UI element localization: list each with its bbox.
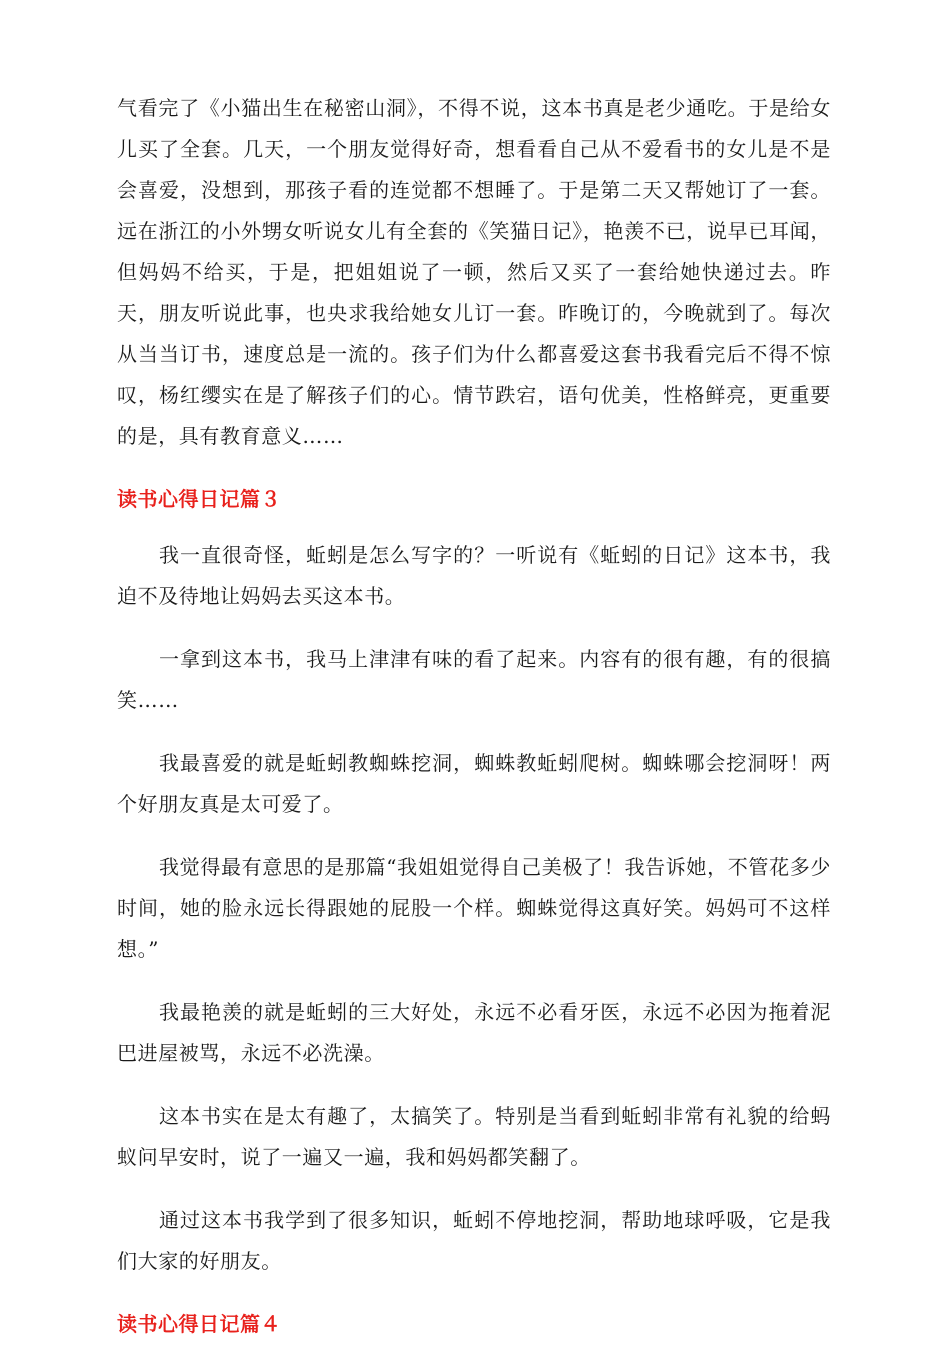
section-3-paragraph-3: 我最喜爱的就是蚯蚓教蜘蛛挖洞，蜘蛛教蚯蚓爬树。蜘蛛哪会挖洞呀！两个好朋友真是太可爱了。	[117, 751, 831, 816]
section-3-heading: 读书心得日记篇３	[117, 487, 281, 511]
section-3-paragraph-1: 我一直很奇怪，蚯蚓是怎么写字的？一听说有《蚯蚓的日记》这本书，我迫不及待地让妈妈去买这本书。	[117, 543, 831, 608]
section-4-heading: 读书心得日记篇４	[117, 1312, 281, 1336]
section-3-paragraph-4: 我觉得最有意思的是那篇“我姐姐觉得自己美极了！我告诉她，不管花多少时间，她的脸永远长得跟她的屁股一个样。蜘蛛觉得这真好笑。妈妈可不这样想。”	[117, 855, 831, 961]
section-3-paragraph-5: 我最艳羡的就是蚯蚓的三大好处，永远不必看牙医，永远不必因为拖着泥巴进屋被骂，永远不必洗澡。	[117, 1000, 831, 1065]
section-3-paragraph-6: 这本书实在是太有趣了，太搞笑了。特别是当看到蚯蚓非常有礼貌的给蚂蚁问早安时，说了一遍又一遍，我和妈妈都笑翻了。	[117, 1104, 831, 1169]
intro-paragraph: 气看完了《小猫出生在秘密山洞》，不得不说，这本书真是老少通吃。于是给女儿买了全套。几天，一个朋友觉得好奇，想看看自己从不爱看书的女儿是不是会喜爱，没想到，那孩子看的连觉都不想睡了。于是第二天又帮她订了一套。远在浙江的小外甥女听说女儿有全套的《笑猫日记》，艳羡不已，说早已耳闻，但妈妈不给买，于是，把姐姐说了一顿，然后又买了一套给她快递过去。昨天，朋友听说此事，也央求我给她女儿订一套。昨晚订的，今晚就到了。每次从当当订书，速度总是一流的。孩子们为什么都喜爱这套书我看完后不得不惊叹，杨红缨实在是了解孩子们的心。情节跌宕，语句优美，性格鲜亮，更重要的是，具有教育意义……	[117, 96, 831, 448]
section-3-paragraph-7: 通过这本书我学到了很多知识，蚯蚓不停地挖洞，帮助地球呼吸，它是我们大家的好朋友。	[117, 1208, 831, 1273]
section-3-paragraph-2: 一拿到这本书，我马上津津有味的看了起来。内容有的很有趣，有的很搞笑……	[117, 647, 831, 712]
document-page	[117, 88, 831, 1360]
